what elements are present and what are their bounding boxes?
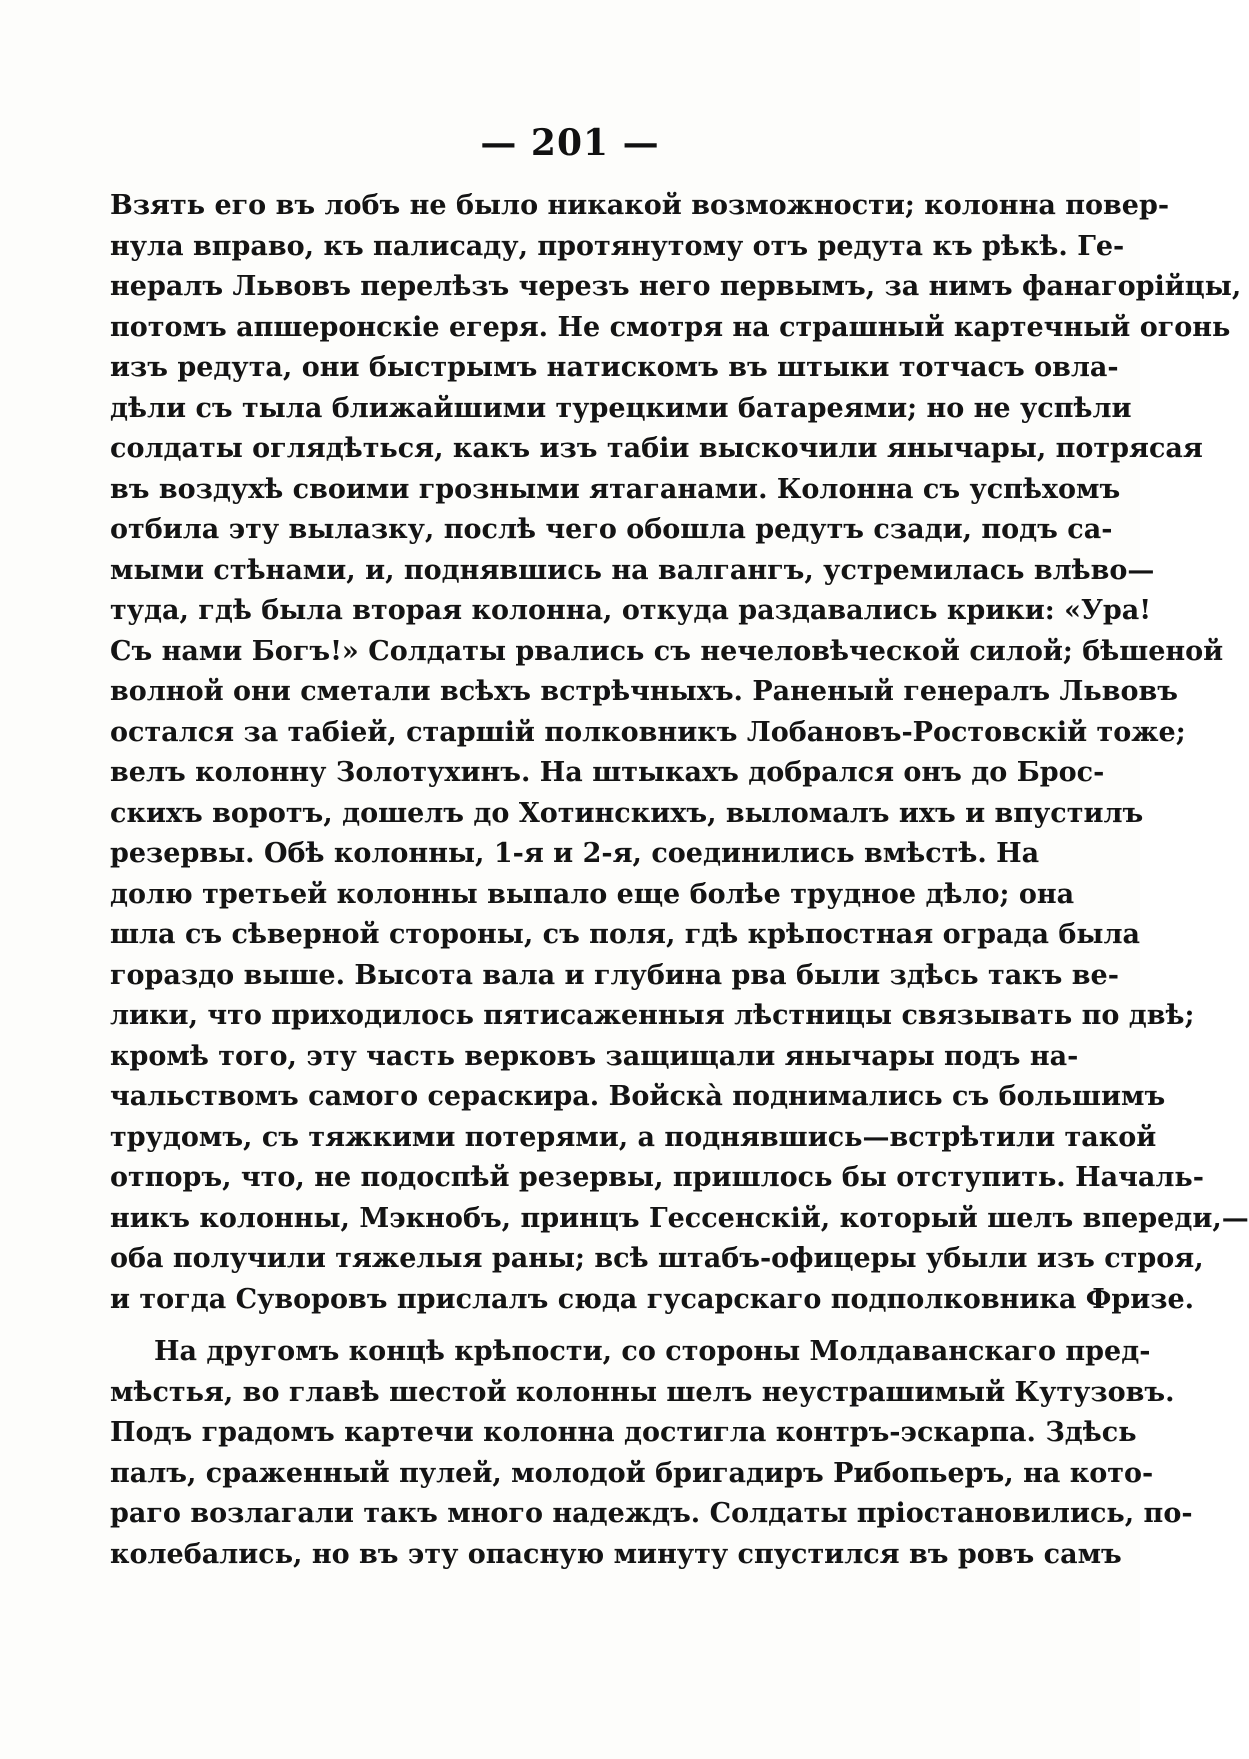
text-line: резервы. Обѣ колонны, 1-я и 2-я, соединились вмѣстѣ. На <box>110 838 1040 869</box>
text-line: оба получили тяжелыя раны; всѣ штабъ-офицеры убыли изъ строя, <box>110 1243 1204 1274</box>
text-line: дѣли съ тыла ближайшими турецкими батареями; но не успѣли <box>110 392 1132 424</box>
text-line: кромѣ того, эту часть верковъ защищали янычары подъ на- <box>110 1040 1079 1072</box>
paragraph-gap <box>110 1320 1020 1332</box>
text-line: Подъ градомъ картечи колонна достигла контръ-эскарпа. Здѣсь <box>110 1417 1137 1448</box>
text-line: отпоръ, что, не подоспѣй резервы, пришлось бы отступить. Началь- <box>110 1162 1204 1193</box>
text-line: отбила эту вылазку, послѣ чего обошла редутъ сзади, подъ са- <box>110 514 1113 545</box>
text-line: На другомъ концѣ крѣпости, со стороны Молдаванскаго пред- <box>154 1336 1151 1367</box>
text-line: гораздо выше. Высота вала и глубина рва были здѣсь такъ ве- <box>110 959 1119 991</box>
text-line: волной они сметали всѣхъ встрѣчныхъ. Раненый генералъ Львовъ <box>110 676 1178 707</box>
text-line: остался за табіей, старшій полковникъ Лобановъ-Ростовскій тоже; <box>110 716 1186 748</box>
text-line: нералъ Львовъ перелѣзъ черезъ него первымъ, за нимъ фанагорійцы, <box>110 271 1242 302</box>
page-number: — 201 — <box>480 122 660 164</box>
text-line: чальствомъ самого сераскира. Войскà поднимались съ большимъ <box>110 1081 1166 1112</box>
text-line: лики, что приходилось пятисаженныя лѣстницы связывать по двѣ; <box>110 1000 1195 1031</box>
text-line: солдаты оглядѣться, какъ изъ табіи выскочили янычары, потрясая <box>110 433 1203 464</box>
text-line: туда, гдѣ была вторая колонна, откуда раздавались крики: «Ура! <box>110 595 1152 626</box>
text-line: потомъ апшеронскіе егеря. Не смотря на страшный картечный огонь <box>110 311 1231 343</box>
text-line: въ воздухѣ своими грозными ятаганами. Колонна съ успѣхомъ <box>110 473 1121 505</box>
text-line: нула вправо, къ палисаду, протянутому отъ редута къ рѣкѣ. Ге- <box>110 230 1125 262</box>
paragraph <box>110 1332 1193 1575</box>
paragraph <box>110 186 1249 1320</box>
text-line: трудомъ, съ тяжкими потерями, а поднявшись—встрѣтили такой <box>110 1121 1157 1153</box>
text-line: Взять его въ лобъ не было никакой возможности; колонна повер- <box>110 190 1170 221</box>
text-line: изъ редута, они быстрымъ натискомъ въ штыки тотчасъ овла- <box>110 352 1119 383</box>
text-line: раго возлагали такъ много надеждъ. Солдаты пріостановились, по- <box>110 1498 1193 1529</box>
text-line: никъ колонны, Мэкнобъ, принцъ Гессенскій, который шелъ впереди,— <box>110 1202 1249 1234</box>
text-line: скихъ воротъ, дошелъ до Хотинскихъ, выломалъ ихъ и впустилъ <box>110 797 1144 829</box>
text-line: мѣстья, во главѣ шестой колонны шелъ неустрашимый Кутузовъ. <box>110 1376 1175 1408</box>
text-line: Съ нами Богъ!» Солдаты рвались съ нечеловѣческой силой; бѣшеной <box>110 635 1224 667</box>
text-line: велъ колонну Золотухинъ. На штыкахъ добрался онъ до Брос- <box>110 757 1105 788</box>
text-line: долю третьей колонны выпало еще болѣе трудное дѣло; она <box>110 878 1075 910</box>
text-line: мыми стѣнами, и, поднявшись на валгангъ, устремилась влѣво— <box>110 554 1155 586</box>
text-line: шла съ сѣверной стороны, съ поля, гдѣ крѣпостная ограда была <box>110 919 1140 950</box>
body-text <box>110 186 1249 1575</box>
text-line: палъ, сраженный пулей, молодой бригадиръ Рибопьеръ, на кото- <box>110 1457 1154 1489</box>
text-line: колебались, но въ эту опасную минуту спустился въ ровъ самъ <box>110 1538 1122 1570</box>
text-line: и тогда Суворовъ прислалъ сюда гусарскаго подполковника Фризе. <box>110 1283 1195 1315</box>
